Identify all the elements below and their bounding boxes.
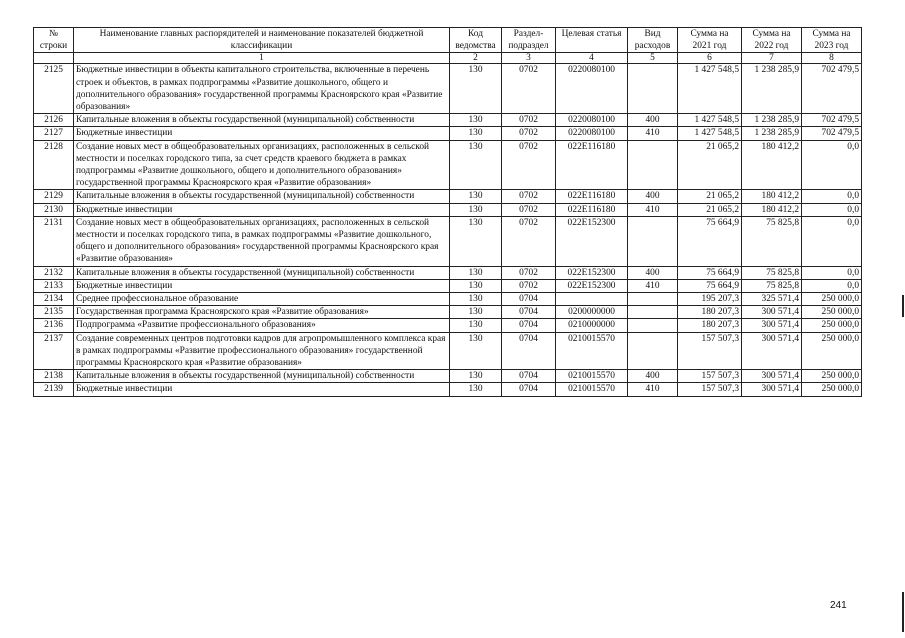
target-article: 0210000000 (556, 319, 628, 332)
row-number: 2132 (34, 266, 74, 279)
sum-2021: 157 507,3 (678, 332, 742, 370)
expense-type: 400 (628, 370, 678, 383)
dept-code: 130 (450, 293, 502, 306)
row-number: 2130 (34, 203, 74, 216)
sum-2021: 21 065,2 (678, 203, 742, 216)
row-number: 2127 (34, 127, 74, 140)
table-row (34, 190, 862, 203)
section-code: 0704 (502, 319, 556, 332)
header-expense-type: Вид расходов (628, 28, 678, 53)
table-row (34, 319, 862, 332)
expense-type (628, 332, 678, 370)
table-row (34, 370, 862, 383)
table-row (34, 64, 862, 114)
index-cell: 5 (628, 53, 678, 64)
sum-2022: 300 571,4 (742, 319, 802, 332)
expense-type: 400 (628, 114, 678, 127)
row-number: 2137 (34, 332, 74, 370)
sum-2023: 702 479,5 (802, 127, 862, 140)
sum-2021: 1 427 548,5 (678, 64, 742, 114)
sum-2021: 180 207,3 (678, 319, 742, 332)
sum-2022: 300 571,4 (742, 383, 802, 396)
expense-type: 410 (628, 279, 678, 292)
target-article: 0220080100 (556, 127, 628, 140)
section-code: 0704 (502, 383, 556, 396)
sum-2023: 0,0 (802, 216, 862, 266)
sum-2023: 250 000,0 (802, 306, 862, 319)
sum-2022: 300 571,4 (742, 370, 802, 383)
section-code: 0702 (502, 216, 556, 266)
sum-2021: 195 207,3 (678, 293, 742, 306)
row-name: Государственная программа Красноярского края «Развитие образования» (74, 306, 450, 319)
index-cell (34, 53, 74, 64)
sum-2022: 325 571,4 (742, 293, 802, 306)
header-section: Раздел-подраздел (502, 28, 556, 53)
row-name: Бюджетные инвестиции (74, 279, 450, 292)
section-code: 0702 (502, 266, 556, 279)
sum-2023: 0,0 (802, 266, 862, 279)
header-sum-2022: Сумма на 2022 год (742, 28, 802, 53)
index-cell: 2 (450, 53, 502, 64)
page-number: 241 (830, 600, 847, 611)
expense-type: 400 (628, 266, 678, 279)
index-cell: 1 (74, 53, 450, 64)
section-code: 0704 (502, 332, 556, 370)
row-name: Бюджетные инвестиции (74, 203, 450, 216)
dept-code: 130 (450, 319, 502, 332)
sum-2023: 0,0 (802, 279, 862, 292)
expense-type: 410 (628, 383, 678, 396)
dept-code: 130 (450, 279, 502, 292)
header-dept-code: Код ведомства (450, 28, 502, 53)
target-article: 0200000000 (556, 306, 628, 319)
section-code: 0704 (502, 306, 556, 319)
sum-2022: 1 238 285,9 (742, 127, 802, 140)
sum-2021: 1 427 548,5 (678, 127, 742, 140)
sum-2023: 250 000,0 (802, 370, 862, 383)
row-name: Бюджетные инвестиции в объекты капитального строительства, включенные в перечень строек и объектов, в рамках подпрограммы «Развитие дошкольного, общего и дополнительного образования» государственной программы Красноярского края «Развитие образования» (74, 64, 450, 114)
row-name: Бюджетные инвестиции (74, 127, 450, 140)
row-number: 2128 (34, 140, 74, 190)
sum-2023: 0,0 (802, 203, 862, 216)
row-number: 2135 (34, 306, 74, 319)
sum-2023: 702 479,5 (802, 114, 862, 127)
sum-2022: 1 238 285,9 (742, 114, 802, 127)
expense-type: 400 (628, 190, 678, 203)
table-row (34, 140, 862, 190)
scan-edge-mark (902, 592, 904, 632)
sum-2022: 300 571,4 (742, 306, 802, 319)
row-number: 2134 (34, 293, 74, 306)
sum-2022: 180 412,2 (742, 203, 802, 216)
dept-code: 130 (450, 64, 502, 114)
column-index-row (34, 53, 862, 64)
sum-2023: 250 000,0 (802, 332, 862, 370)
target-article: 022E116180 (556, 203, 628, 216)
expense-type (628, 64, 678, 114)
sum-2021: 75 664,9 (678, 266, 742, 279)
expense-type: 410 (628, 127, 678, 140)
table-header-row (34, 28, 862, 53)
row-number: 2126 (34, 114, 74, 127)
index-cell: 6 (678, 53, 742, 64)
sum-2021: 75 664,9 (678, 279, 742, 292)
row-number: 2136 (34, 319, 74, 332)
sum-2022: 75 825,8 (742, 216, 802, 266)
section-code: 0702 (502, 140, 556, 190)
row-name: Капитальные вложения в объекты государственной (муниципальной) собственности (74, 114, 450, 127)
sum-2021: 180 207,3 (678, 306, 742, 319)
expense-type (628, 216, 678, 266)
target-article: 022E116180 (556, 140, 628, 190)
target-article: 0220080100 (556, 114, 628, 127)
expense-type: 410 (628, 203, 678, 216)
section-code: 0702 (502, 203, 556, 216)
index-cell: 4 (556, 53, 628, 64)
sum-2022: 180 412,2 (742, 140, 802, 190)
row-number: 2139 (34, 383, 74, 396)
table-row (34, 306, 862, 319)
sum-2022: 75 825,8 (742, 279, 802, 292)
index-cell: 3 (502, 53, 556, 64)
sum-2023: 250 000,0 (802, 319, 862, 332)
row-number: 2138 (34, 370, 74, 383)
index-cell: 8 (802, 53, 862, 64)
target-article: 022E152300 (556, 279, 628, 292)
table-body (34, 64, 862, 396)
row-name: Капитальные вложения в объекты государственной (муниципальной) собственности (74, 370, 450, 383)
row-number: 2133 (34, 279, 74, 292)
dept-code: 130 (450, 216, 502, 266)
dept-code: 130 (450, 114, 502, 127)
dept-code: 130 (450, 332, 502, 370)
table-row (34, 114, 862, 127)
target-article: 0210015570 (556, 370, 628, 383)
scan-edge-mark (902, 295, 904, 317)
row-number: 2125 (34, 64, 74, 114)
row-name: Создание современных центров подготовки кадров для агропромышленного комплекса края в рамках подпрограммы «Развитие профессионального образования» государственной программы Красноярского края «Развитие образования» (74, 332, 450, 370)
header-name: Наименование главных распорядителей и наименование показателей бюджетной классификации (74, 28, 450, 53)
table-row (34, 266, 862, 279)
row-number: 2131 (34, 216, 74, 266)
sum-2021: 157 507,3 (678, 383, 742, 396)
table-row (34, 383, 862, 396)
sum-2021: 21 065,2 (678, 190, 742, 203)
section-code: 0704 (502, 293, 556, 306)
section-code: 0702 (502, 190, 556, 203)
target-article: 022E152300 (556, 216, 628, 266)
target-article: 022E152300 (556, 266, 628, 279)
table-row (34, 293, 862, 306)
index-cell: 7 (742, 53, 802, 64)
expense-type (628, 306, 678, 319)
row-name: Капитальные вложения в объекты государственной (муниципальной) собственности (74, 266, 450, 279)
table-row (34, 279, 862, 292)
target-article: 0210015570 (556, 332, 628, 370)
sum-2023: 0,0 (802, 190, 862, 203)
header-sum-2023: Сумма на 2023 год (802, 28, 862, 53)
header-row-number: № строки (34, 28, 74, 53)
expense-type (628, 293, 678, 306)
row-name: Создание новых мест в общеобразовательных организациях, расположенных в сельской местности и поселках городского типа, в рамках подпрограммы «Развитие дошкольного, общего и дополнительного образования» государственной программы Красноярского края «Развитие образования» (74, 216, 450, 266)
expense-type (628, 140, 678, 190)
sum-2023: 702 479,5 (802, 64, 862, 114)
dept-code: 130 (450, 266, 502, 279)
sum-2021: 157 507,3 (678, 370, 742, 383)
section-code: 0702 (502, 279, 556, 292)
target-article: 0210015570 (556, 383, 628, 396)
dept-code: 130 (450, 306, 502, 319)
row-name: Подпрограмма «Развитие профессионального образования» (74, 319, 450, 332)
table-row (34, 216, 862, 266)
target-article: 022E116180 (556, 190, 628, 203)
section-code: 0702 (502, 64, 556, 114)
table-row (34, 127, 862, 140)
sum-2022: 300 571,4 (742, 332, 802, 370)
sum-2023: 250 000,0 (802, 293, 862, 306)
budget-table (33, 27, 862, 397)
dept-code: 130 (450, 383, 502, 396)
sum-2023: 250 000,0 (802, 383, 862, 396)
row-name: Создание новых мест в общеобразовательных организациях, расположенных в сельской местности и поселках городского типа, за счет средств краевого бюджета в рамках подпрограммы «Развитие дошкольного, общего и дополнительного образования» государственной программы Красноярского края «Развитие образования» (74, 140, 450, 190)
section-code: 0702 (502, 127, 556, 140)
expense-type (628, 319, 678, 332)
section-code: 0704 (502, 370, 556, 383)
dept-code: 130 (450, 203, 502, 216)
row-name: Среднее профессиональное образование (74, 293, 450, 306)
sum-2021: 1 427 548,5 (678, 114, 742, 127)
dept-code: 130 (450, 127, 502, 140)
target-article: 0220080100 (556, 64, 628, 114)
sum-2023: 0,0 (802, 140, 862, 190)
sum-2022: 1 238 285,9 (742, 64, 802, 114)
sum-2021: 75 664,9 (678, 216, 742, 266)
sum-2021: 21 065,2 (678, 140, 742, 190)
header-sum-2021: Сумма на 2021 год (678, 28, 742, 53)
dept-code: 130 (450, 190, 502, 203)
dept-code: 130 (450, 370, 502, 383)
header-target: Целевая статья (556, 28, 628, 53)
section-code: 0702 (502, 114, 556, 127)
target-article (556, 293, 628, 306)
sum-2022: 180 412,2 (742, 190, 802, 203)
table-row (34, 332, 862, 370)
row-name: Бюджетные инвестиции (74, 383, 450, 396)
table-row (34, 203, 862, 216)
row-name: Капитальные вложения в объекты государственной (муниципальной) собственности (74, 190, 450, 203)
sum-2022: 75 825,8 (742, 266, 802, 279)
row-number: 2129 (34, 190, 74, 203)
dept-code: 130 (450, 140, 502, 190)
